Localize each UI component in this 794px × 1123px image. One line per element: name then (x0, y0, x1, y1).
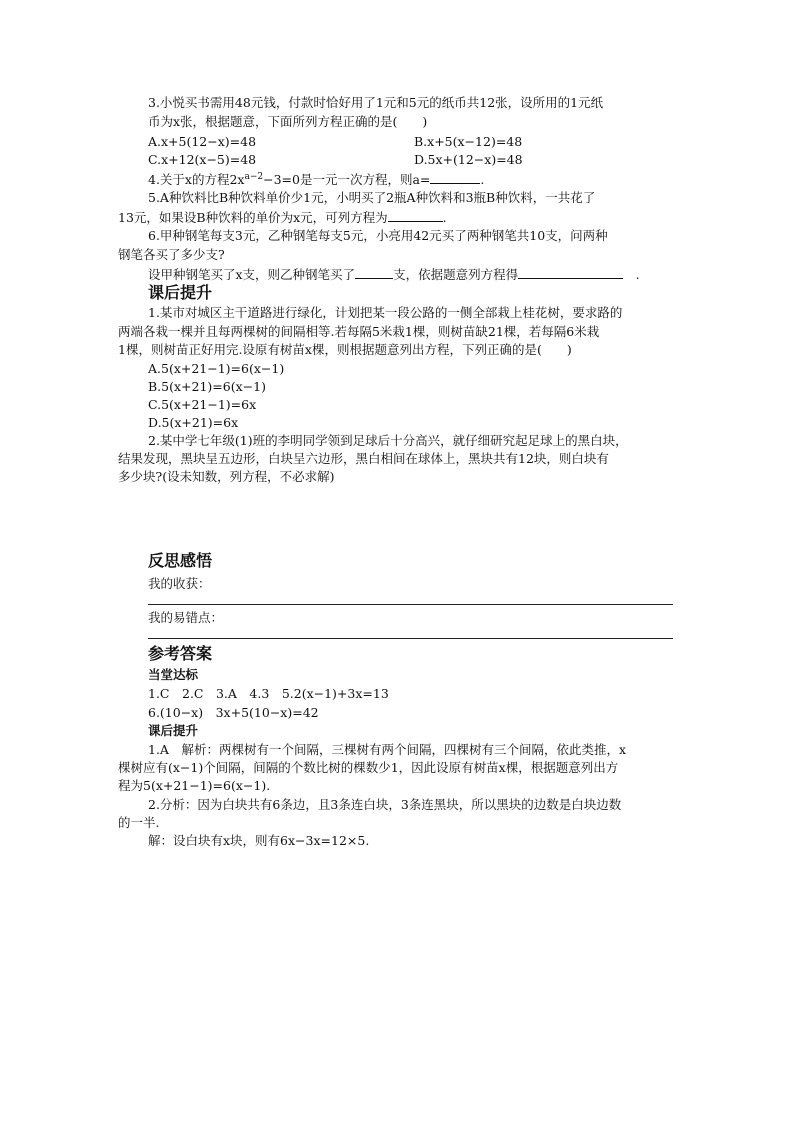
reflection-mistake-label: 我的易错点： (148, 610, 224, 625)
answers-a2-line2: 的一半. (118, 815, 160, 830)
q6-line3a: 设甲种钢笔买了x支，则乙种钢笔买了 (148, 267, 356, 282)
ac-q1-option-b: B.5(x+21)=6(x−1) (148, 379, 266, 394)
answers-a1-line2: 棵树应有(x−1)个间隔，间隔的个数比树的棵数少1，因此设原有树苗x棵，根据题意列出方 (118, 760, 619, 775)
q4-suffix: −3=0是一元一次方程，则a= (263, 172, 431, 187)
answers-a1-line3: 程为5(x+21−1)=6(x−1). (118, 778, 271, 793)
ac-q1-option-c: C.5(x+21−1)=6x (148, 397, 257, 412)
answers-line1: 1.C 2.C 3.A 4.3 5.2(x−1)+3x=13 (148, 686, 389, 701)
q6-line3b: 支，依据题意列方程得 (393, 267, 519, 282)
q6-line1: 6.甲种钢笔每支3元，乙种钢笔每支5元，小亮用42元买了两种钢笔共10支，问两种 (148, 228, 608, 243)
q4-exponent: a−2 (244, 172, 264, 182)
ac-q1-line2: 两端各栽一棵并且每两棵树的间隔相等.若每隔5米栽1棵，则树苗缺21棵，若每隔6米栽 (118, 324, 600, 339)
ac-q1-line1: 1.某市对城区主干道路进行绿化，计划把某一段公路的一侧全部栽上桂花树，要求路的 (148, 305, 623, 320)
q6-blank-1 (355, 265, 393, 279)
answers-a2-line3: 解：设白块有x块，则有6x−3x=12×5. (148, 833, 370, 848)
q3-option-a: A.x+5(12−x)=48 (148, 134, 257, 149)
q3-line2: 币为x张，根据题意，下面所列方程正确的是( ) (148, 114, 428, 129)
q5-line2-wrap: 13元，如果设B种饮料的单价为x元，可列方程为 . (118, 210, 447, 225)
q3-line1: 3.小悦买书需用48元钱，付款时恰好用了1元和5元的纸币共12张，设所用的1元纸 (148, 95, 604, 110)
q4-prefix: 4.关于x的方程2x (148, 172, 245, 187)
section-title-after-class: 课后提升 (148, 283, 213, 302)
section-title-answers: 参考答案 (148, 644, 213, 663)
q6-line3: 设甲种钢笔买了x支，则乙种钢笔买了 支，依据题意列方程得 . (148, 267, 640, 282)
reflection-gain-line (148, 604, 673, 605)
ac-q1-option-d: D.5(x+21)=6x (148, 415, 239, 430)
q3-option-c: C.x+12(x−5)=48 (148, 152, 257, 167)
q3-option-d: D.5x+(12−x)=48 (414, 152, 523, 167)
section-title-reflection: 反思感悟 (148, 551, 213, 570)
q5-answer-blank (388, 208, 443, 222)
ac-q1-line3: 1棵，则树苗正好用完.设原有树苗x棵，则根据题意列出方程，下列正确的是( ) (118, 342, 572, 357)
answers-a2-line1: 2.分析：因为白块共有6条边，且3条连白块，3条连黑块，所以黑块的边数是白块边数 (148, 797, 622, 812)
q4-line: 4.关于x的方程$2x^{a-2}-3=0$是一元一次方程，则a= . (148, 172, 485, 187)
ac-q2-line1: 2.某中学七年级(1)班的李明同学领到足球后十分高兴，就仔细研究起足球上的黑白块， (148, 433, 628, 448)
q6-line2: 钢笔各买了多少支? (118, 247, 225, 262)
ac-q1-option-a: A.5(x+21−1)=6(x−1) (148, 361, 285, 376)
q6-blank-2 (518, 265, 623, 279)
q4-answer-blank (430, 170, 480, 184)
answers-a1-line1: 1.A 解析：两棵树有一个间隔，三棵树有两个间隔，四棵树有三个间隔，依此类推，x (148, 742, 627, 757)
answers-subhead-in-class: 当堂达标 (148, 667, 199, 682)
answers-line2: 6.(10−x) 3x+5(10−x)=42 (148, 705, 319, 720)
q5-line2: 13元，如果设B种饮料的单价为x元，可列方程为 (118, 210, 388, 225)
q5-line1: 5.A种饮料比B种饮料单价少1元，小明买了2瓶A种饮料和3瓶B种饮料，一共花了 (148, 190, 596, 205)
reflection-gain-label: 我的收获： (148, 576, 211, 591)
ac-q2-line2: 结果发现，黑块呈五边形，白块呈六边形，黑白相间在球体上，黑块共有12块，则白块有 (118, 451, 609, 466)
q3-option-b: B.x+5(x−12)=48 (414, 134, 523, 149)
ac-q2-line3: 多少块?(设未知数，列方程，不必求解) (118, 469, 335, 484)
reflection-mistake-line (148, 638, 673, 639)
answers-subhead-after-class: 课后提升 (148, 723, 199, 738)
